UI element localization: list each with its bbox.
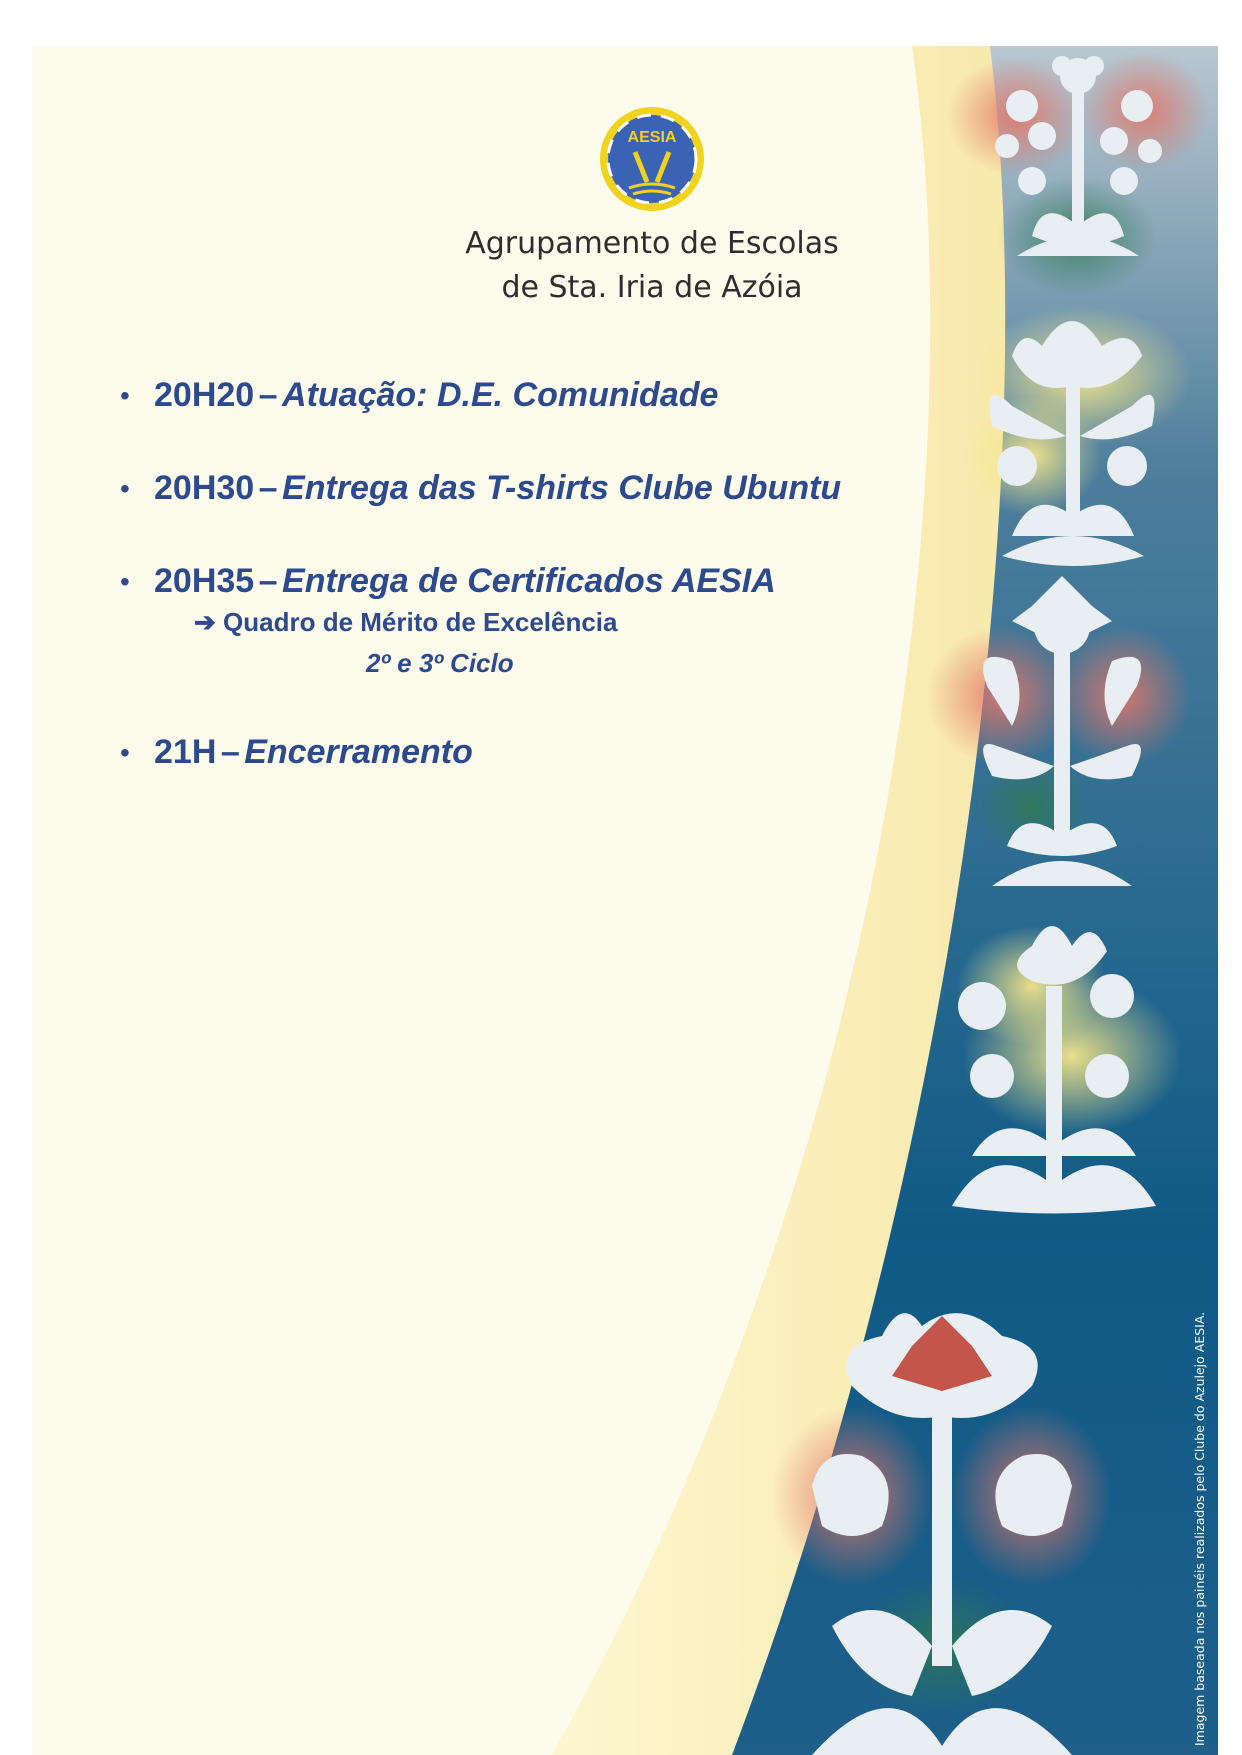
merit-subtitle [194, 607, 964, 638]
agenda-title: Encerramento [244, 733, 473, 771]
agenda-dash: – [258, 562, 278, 600]
agenda-title: Atuação: D.E. Comunidade [282, 376, 719, 414]
cycle-label: 2º e 3º Ciclo [366, 648, 514, 678]
school-header [432, 104, 872, 310]
bullet-icon: • [120, 473, 130, 504]
merit-label: Quadro de Mérito de Excelência [223, 607, 618, 637]
agenda-time: 21H [154, 733, 217, 771]
agenda-time: 20H30 [154, 469, 255, 507]
agenda-time: 20H20 [154, 376, 255, 414]
agenda-dash: – [258, 469, 278, 507]
agenda-item [84, 376, 964, 415]
arrow-right-icon: ➔ [194, 607, 216, 637]
agenda-item [84, 733, 964, 772]
agenda-list [84, 376, 964, 826]
bullet-icon: • [120, 380, 130, 411]
school-name-line1: Agrupamento de Escolas [465, 226, 839, 261]
logo-text: AESIA [627, 129, 677, 146]
poster-page [32, 46, 1218, 1755]
agenda-dash: – [220, 733, 240, 771]
bullet-icon: • [120, 566, 130, 597]
agenda-title: Entrega das T-shirts Clube Ubuntu [282, 469, 842, 507]
agenda-item [84, 562, 964, 679]
aesia-logo [597, 104, 707, 214]
bullet-icon: • [120, 737, 130, 768]
image-credit: Imagem baseada nos painéis realizados pelo Clube do Azulejo AESIA. [1192, 1311, 1207, 1746]
agenda-item [84, 469, 964, 508]
agenda-dash: – [258, 376, 278, 414]
school-name-line2: de Sta. Iria de Azóia [501, 270, 803, 305]
agenda-time: 20H35 [154, 562, 255, 600]
agenda-title: Entrega de Certificados AESIA [282, 562, 776, 600]
